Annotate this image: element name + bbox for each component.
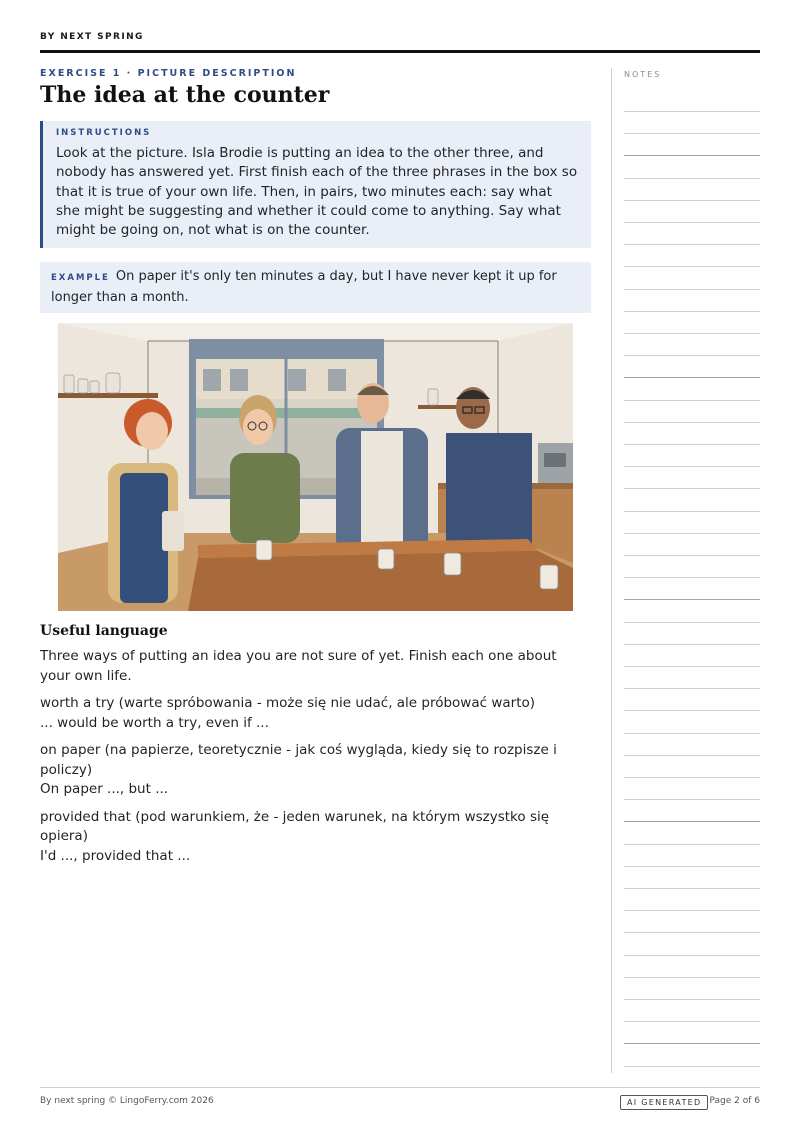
phrase-frame: On paper ..., but ... <box>40 781 169 798</box>
note-line <box>624 155 760 156</box>
note-line <box>624 644 760 645</box>
ai-generated-badge: AI GENERATED <box>620 1095 708 1110</box>
example-text: On paper it's only ten minutes a day, but I have never kept it up for longer than a month. <box>51 269 557 306</box>
note-line <box>624 266 760 267</box>
phrase-frame: I'd ..., provided that ... <box>40 847 191 864</box>
footer-rule <box>40 1087 760 1088</box>
phrase-frame: ... would be worth a try, even if ... <box>40 714 269 731</box>
phrase-item <box>40 694 591 733</box>
main-column <box>40 68 591 874</box>
cafe-illustration <box>58 323 573 611</box>
note-line <box>624 1021 760 1022</box>
note-line <box>624 844 760 845</box>
note-line <box>624 977 760 978</box>
note-line <box>624 400 760 401</box>
phrase-gloss: worth a try (warte spróbowania - może się nie udać, ale próbować warto) <box>40 695 536 712</box>
example-box <box>40 262 591 313</box>
note-line <box>624 1043 760 1044</box>
note-line <box>624 533 760 534</box>
phrase-gloss: on paper (na papierze, teoretycznie - jak coś wygląda, kiedy się to rozpisze i policzy) <box>40 742 557 778</box>
instructions-box <box>40 121 591 248</box>
note-line <box>624 999 760 1000</box>
note-line <box>624 888 760 889</box>
phrase-item <box>40 741 591 800</box>
note-line <box>624 910 760 911</box>
note-line <box>624 466 760 467</box>
note-line <box>624 866 760 867</box>
exercise-eyebrow: EXERCISE 1 · PICTURE DESCRIPTION <box>40 68 297 79</box>
footer-copyright: By next spring © LingoFerry.com 2026 <box>40 1096 214 1106</box>
note-line <box>624 133 760 134</box>
note-line <box>624 599 760 600</box>
phrase-item <box>40 808 591 867</box>
note-line <box>624 511 760 512</box>
page-title: The idea at the counter <box>40 82 330 108</box>
note-line <box>624 688 760 689</box>
note-line <box>624 733 760 734</box>
note-line <box>624 244 760 245</box>
note-line <box>624 710 760 711</box>
useful-language-intro: Three ways of putting an idea you are not sure of yet. Finish each one about your own life. <box>40 648 557 684</box>
note-line <box>624 333 760 334</box>
instructions-text: Look at the picture. Isla Brodie is putting an idea to the other three, and nobody has answered yet. First finish each of the three phrases in the box so that it is true of your own life. Then, in pairs, two minutes each: say what she might be suggesting and whether it could come to anything. Say what might be going on, not what is on the counter. <box>56 145 578 238</box>
note-line <box>624 311 760 312</box>
note-line <box>624 932 760 933</box>
note-line <box>624 222 760 223</box>
note-line <box>624 577 760 578</box>
phrase-gloss: provided that (pod warunkiem, że - jeden warunek, na którym wszystko się opiera) <box>40 808 550 845</box>
note-line <box>624 444 760 445</box>
note-line <box>624 799 760 800</box>
note-line <box>624 821 760 822</box>
note-line <box>624 422 760 423</box>
note-line <box>624 777 760 778</box>
note-line <box>624 555 760 556</box>
note-line <box>624 289 760 290</box>
notes-label: NOTES <box>624 70 662 79</box>
note-line <box>624 1066 760 1067</box>
note-line <box>624 488 760 489</box>
note-line <box>624 200 760 201</box>
note-line <box>624 755 760 756</box>
header-rule <box>40 50 760 53</box>
page-number: Page 2 of 6 <box>709 1096 760 1106</box>
note-line <box>624 622 760 623</box>
note-line <box>624 111 760 112</box>
instructions-label: INSTRUCTIONS <box>56 128 152 139</box>
example-label: EXAMPLE <box>51 273 110 284</box>
useful-language-heading: Useful language <box>40 623 168 640</box>
note-line <box>624 377 760 378</box>
note-line <box>624 355 760 356</box>
note-line <box>624 178 760 179</box>
note-line <box>624 666 760 667</box>
notes-divider <box>611 68 612 1073</box>
note-line <box>624 955 760 956</box>
header-title: BY NEXT SPRING <box>40 32 144 42</box>
